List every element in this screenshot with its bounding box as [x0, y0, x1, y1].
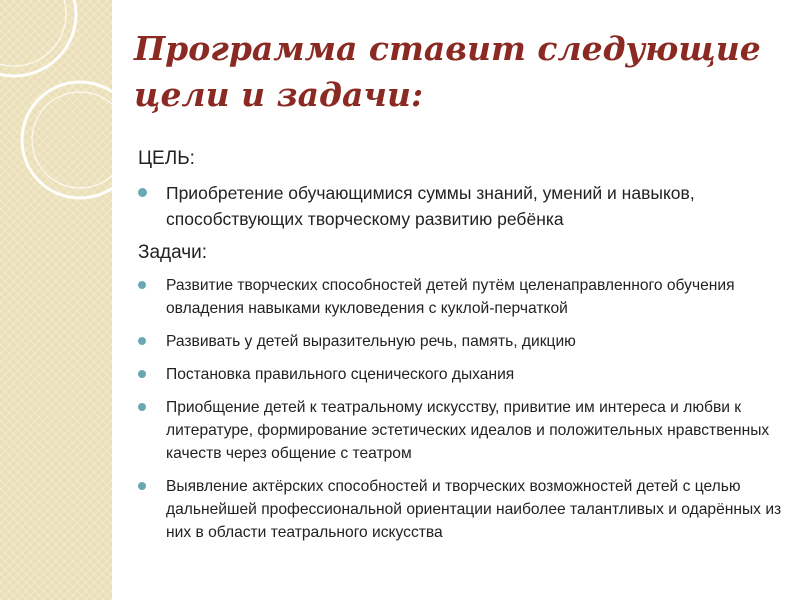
goal-list-item: [138, 180, 788, 232]
bullet-icon: [138, 188, 147, 197]
goal-heading: ЦЕЛЬ:: [138, 148, 195, 169]
task-item-text: Выявление актёрских способностей и творческих возможностей детей с целью дальнейшей профессиональной ориентации наиболее талантливых и одарённых из них в области театрального искусства: [166, 478, 782, 541]
decorative-side-panel: [0, 0, 112, 600]
bullet-icon: [138, 482, 146, 490]
bullet-icon: [138, 370, 146, 378]
decorative-circles-icon: [0, 0, 112, 600]
slide-content: [138, 146, 788, 554]
slide-title: Программа ставит следующие цели и задачи:: [134, 29, 761, 114]
task-item-text: Развитие творческих способностей детей путём целенаправленного обучения овладения навыками кукловедения с куклой-перчаткой: [166, 277, 735, 317]
task-list-item: [138, 475, 788, 544]
tasks-heading: Задачи:: [138, 242, 208, 263]
task-list-item: [138, 396, 788, 465]
task-item-text: Развивать у детей выразительную речь, память, дикцию: [166, 333, 576, 350]
goal-item-text: Приобретение обучающимися суммы знаний, умений и навыков, способствующих творческому развитию ребёнка: [166, 183, 695, 229]
task-item-text: Постановка правильного сценического дыхания: [166, 366, 515, 383]
task-item-text: Приобщение детей к театральному искусству, привитие им интереса и любви к литературе, формирование эстетических идеалов и положительных нравственных качеств через общение с театром: [166, 399, 770, 462]
task-list-item: [138, 363, 788, 386]
bullet-icon: [138, 337, 146, 345]
task-list-item: [138, 274, 788, 320]
task-list-item: [138, 330, 788, 353]
bullet-icon: [138, 281, 146, 289]
bullet-icon: [138, 403, 146, 411]
